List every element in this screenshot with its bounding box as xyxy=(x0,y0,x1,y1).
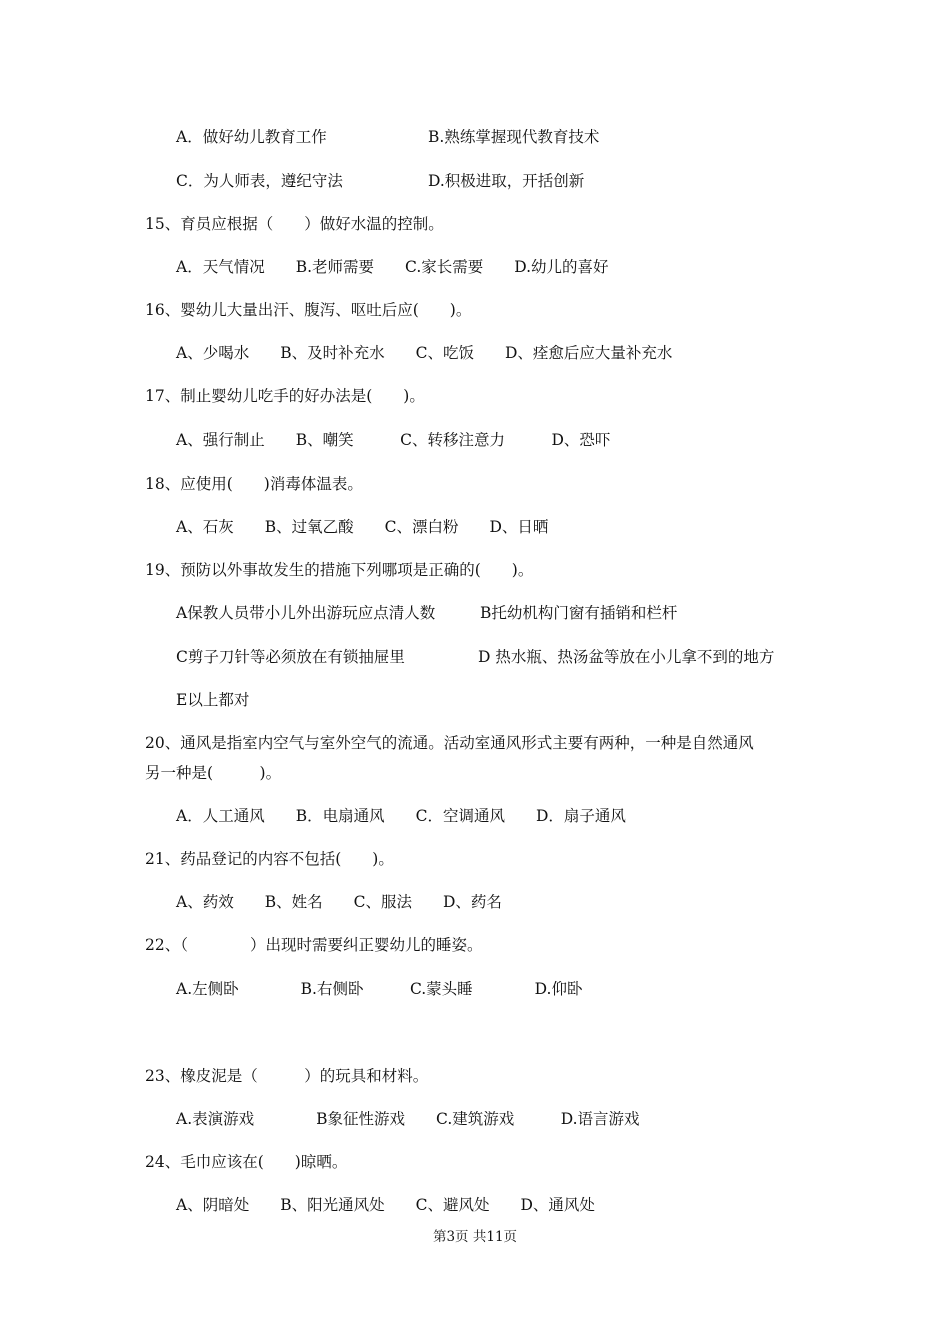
page-number-footer: 第3页 共11页 xyxy=(432,1229,518,1245)
q19-option-d: D 热水瓶、热汤盆等放在小儿拿不到的地方 xyxy=(478,648,775,666)
q19-stem: 19、预防以外事故发生的措施下列哪项是正确的( )。 xyxy=(145,561,534,579)
q22-options: A.左侧卧 B.右侧卧 C.蒙头睡 D.仰卧 xyxy=(176,980,583,998)
q22-stem: 22、（ ）出现时需要纠正婴幼儿的睡姿。 xyxy=(145,936,483,954)
q23-options: A.表演游戏 B象征性游戏 C.建筑游戏 D.语言游戏 xyxy=(176,1110,640,1128)
q16-options: A、少喝水 B、及时补充水 C、吃饭 D、痊愈后应大量补充水 xyxy=(176,344,673,362)
q16-stem: 16、婴幼儿大量出汗、腹泻、呕吐后应( )。 xyxy=(145,301,472,319)
q24-options: A、阴暗处 B、阳光通风处 C、避风处 D、通风处 xyxy=(176,1196,595,1214)
q17-stem: 17、制止婴幼儿吃手的好办法是( )。 xyxy=(145,387,425,405)
q20-stem-line1: 20、通风是指室内空气与室外空气的流通。活动室通风形式主要有两种，一种是自然通风 xyxy=(145,734,754,752)
q20-stem-line2: 另一种是( )。 xyxy=(145,764,282,782)
q19-option-b: B托幼机构门窗有插销和栏杆 xyxy=(480,604,678,622)
q21-options: A、药效 B、姓名 C、服法 D、药名 xyxy=(176,893,502,911)
q18-stem: 18、应使用( )消毒体温表。 xyxy=(145,475,363,493)
q19-option-e: E以上都对 xyxy=(176,691,250,709)
q15-options: A．天气情况 B.老师需要 C.家长需要 D.幼儿的喜好 xyxy=(176,258,609,276)
q24-stem: 24、毛巾应该在( )晾晒。 xyxy=(145,1153,348,1171)
q14-option-d: D.积极进取，开括创新 xyxy=(428,172,585,190)
q15-stem: 15、育员应根据（ ）做好水温的控制。 xyxy=(145,215,444,233)
q14-option-c: C．为人师表，遵纪守法 xyxy=(176,172,343,190)
q17-options: A、强行制止 B、嘲笑 C、转移注意力 D、恐吓 xyxy=(176,431,611,449)
q21-stem: 21、药品登记的内容不包括( )。 xyxy=(145,850,394,868)
q14-option-a: A．做好幼儿教育工作 xyxy=(176,128,327,146)
q14-option-b: B.熟练掌握现代教育技术 xyxy=(428,128,600,146)
q20-options: A．人工通风 B．电扇通风 C．空调通风 D．扇子通风 xyxy=(176,807,626,825)
q23-stem: 23、橡皮泥是（ ）的玩具和材料。 xyxy=(145,1067,429,1085)
q19-option-a: A保教人员带小儿外出游玩应点清人数 xyxy=(176,604,436,622)
q18-options: A、石灰 B、过氧乙酸 C、漂白粉 D、日晒 xyxy=(176,518,549,536)
q19-option-c: C剪子刀针等必须放在有锁抽屉里 xyxy=(176,648,405,666)
